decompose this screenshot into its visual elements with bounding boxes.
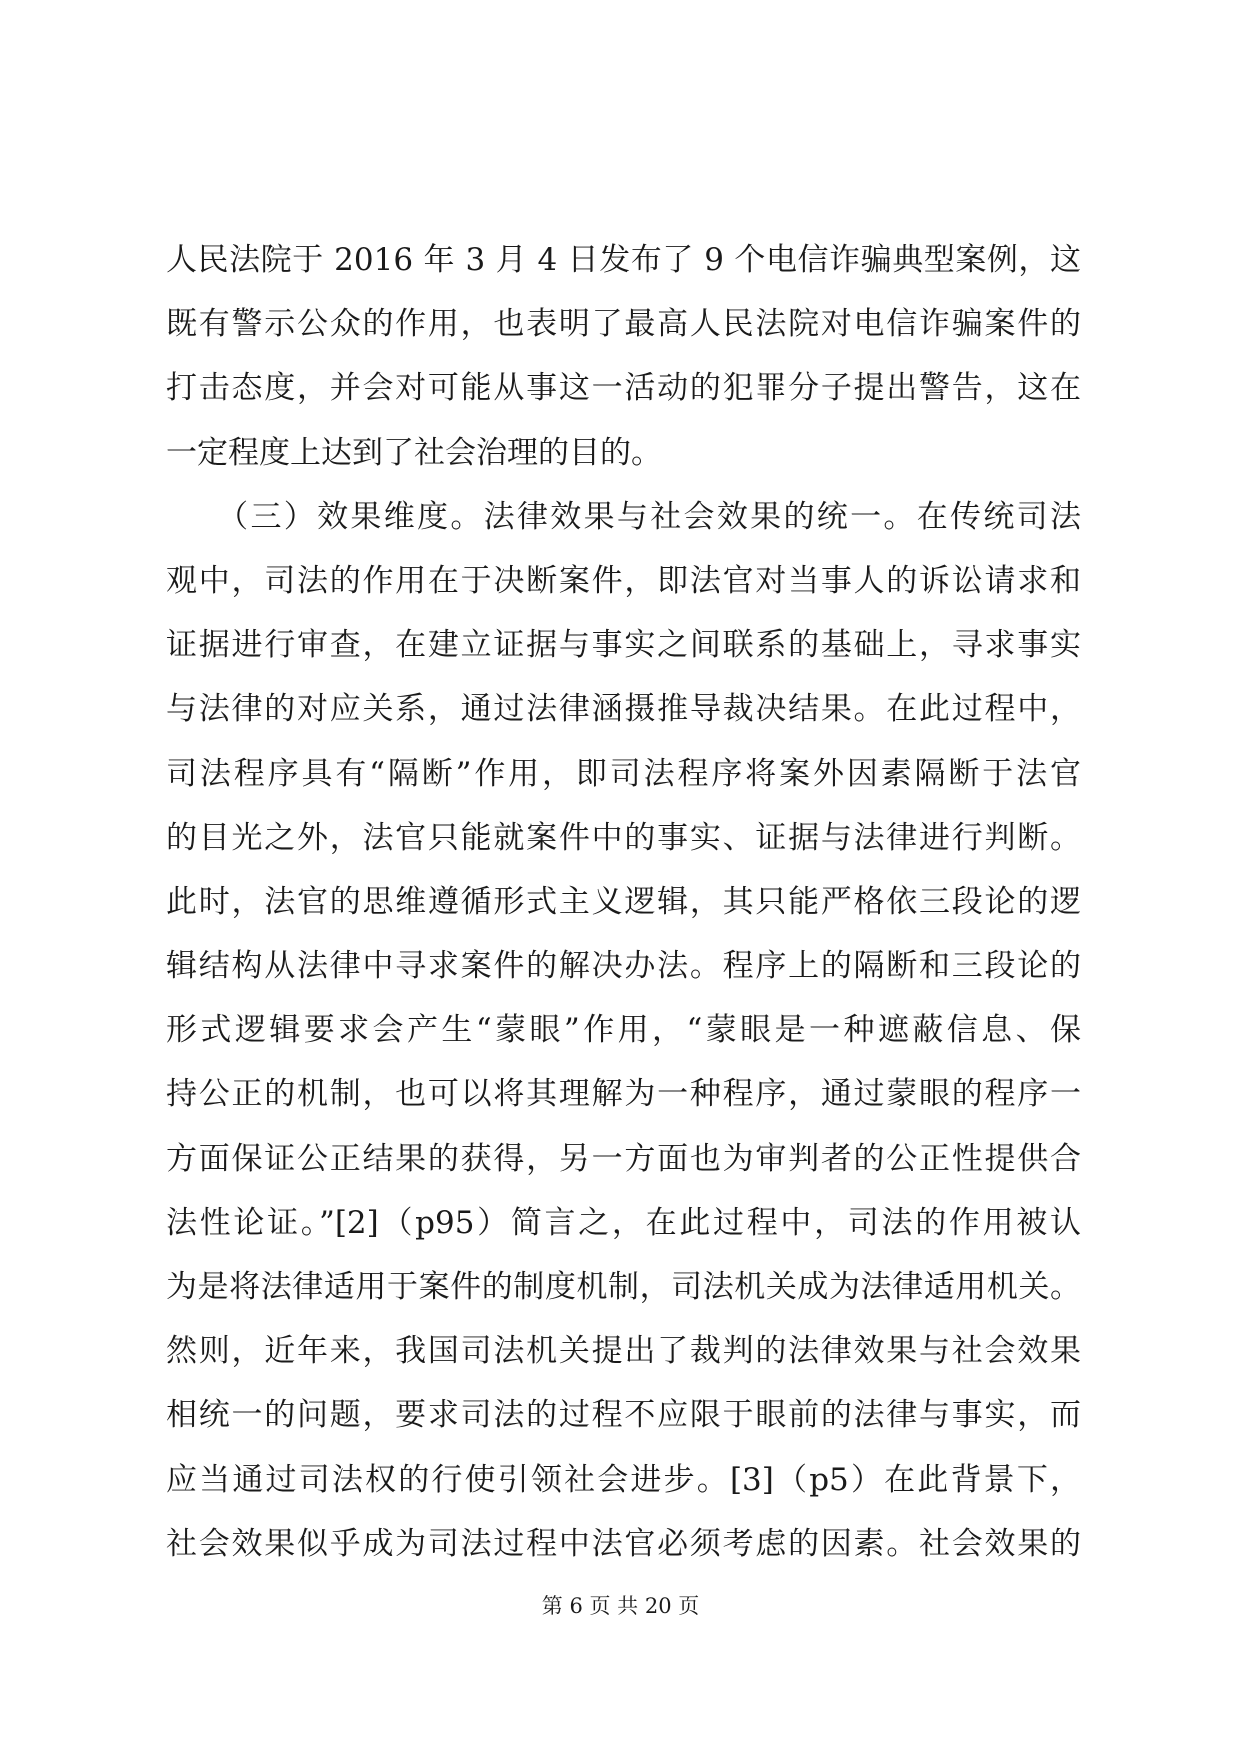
text-line-2: 既有警示公众的作用，也表明了最高人民法院对电信诈骗案件的 <box>166 306 1081 343</box>
text-line-12: 辑结构从法律中寻求案件的解决办法。程序上的隔断和三段论的 <box>166 948 1081 985</box>
text-line-20: 应当通过司法权的行使引领社会进步。[3]（p5）在此背景下， <box>166 1461 1081 1498</box>
text-line-1: 人民法院于 2016 年 3 月 4 日发布了 9 个电信诈骗典型案例，这 <box>166 242 1081 278</box>
text-line-15: 方面保证公正结果的获得，另一方面也为审判者的公正性提供合 <box>166 1140 1081 1177</box>
text-line-9: 司法程序具有“隔断”作用，即司法程序将案外因素隔断于法官 <box>166 755 1081 792</box>
text-line-13: 形式逻辑要求会产生“蒙眼”作用，“蒙眼是一种遮蔽信息、保 <box>166 1012 1081 1049</box>
body-text <box>166 228 1081 1576</box>
text-line-6: 观中，司法的作用在于决断案件，即法官对当事人的诉讼请求和 <box>166 562 1081 599</box>
text-line-11: 此时，法官的思维遵循形式主义逻辑，其只能严格依三段论的逻 <box>166 883 1081 920</box>
text-line-14: 持公正的机制，也可以将其理解为一种程序，通过蒙眼的程序一 <box>166 1076 1081 1113</box>
text-line-8: 与法律的对应关系，通过法律涵摄推导裁决结果。在此过程中， <box>166 691 1081 728</box>
text-line-5: （三）效果维度。法律效果与社会效果的统一。在传统司法 <box>166 498 1081 535</box>
text-line-10: 的目光之外，法官只能就案件中的事实、证据与法律进行判断。 <box>166 819 1081 856</box>
text-line-3: 打击态度，并会对可能从事这一活动的犯罪分子提出警告，这在 <box>166 370 1081 407</box>
text-line-16: 法性论证。”[2]（p95）简言之，在此过程中，司法的作用被认 <box>166 1204 1081 1241</box>
text-line-18: 然则，近年来，我国司法机关提出了裁判的法律效果与社会效果 <box>166 1333 1081 1370</box>
text-line-21: 社会效果似乎成为司法过程中法官必须考虑的因素。社会效果的 <box>166 1525 1081 1562</box>
page-footer: 第 6 页 共 20 页 <box>541 1594 700 1618</box>
text-line-19: 相统一的问题，要求司法的过程不应限于眼前的法律与事实，而 <box>166 1397 1081 1434</box>
text-line-4: 一定程度上达到了社会治理的目的。 <box>166 434 662 471</box>
text-line-17: 为是将法律适用于案件的制度机制，司法机关成为法律适用机关。 <box>166 1269 1081 1305</box>
text-line-7: 证据进行审查，在建立证据与事实之间联系的基础上，寻求事实 <box>166 627 1081 664</box>
